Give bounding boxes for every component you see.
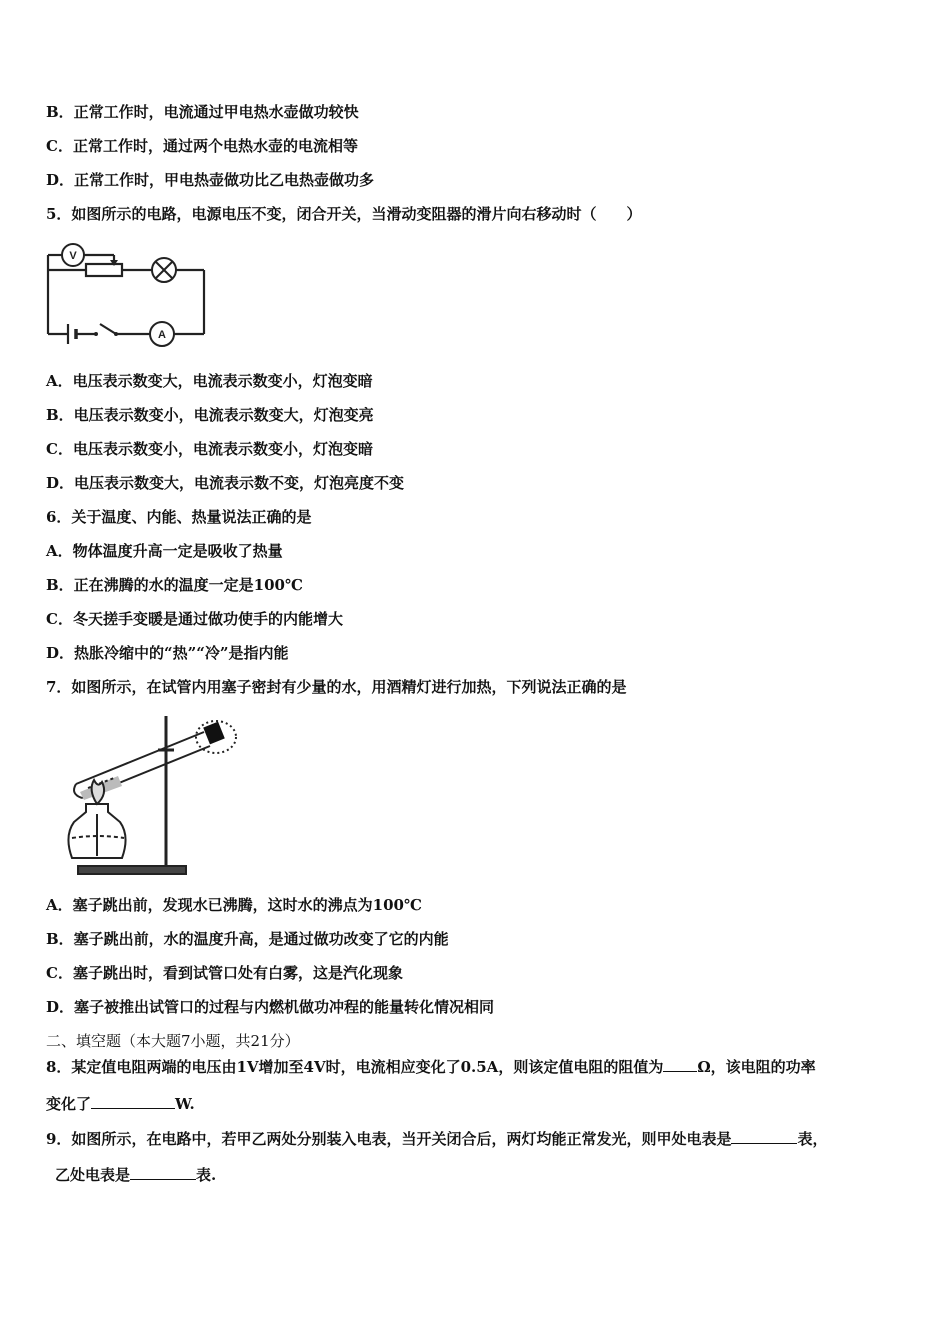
q7-option-b: B．塞子跳出前，水的温度升高，是通过做功改变了它的内能 (46, 930, 449, 948)
q4-option-c: C．正常工作时，通过两个电热水壶的电流相等 (46, 137, 358, 155)
q8-line-1 (46, 1057, 816, 1077)
q9-blank-jia[interactable] (731, 1129, 797, 1144)
q9-text-2: 表， (797, 1130, 828, 1148)
q6-option-a: A．物体温度升高一定是吸收了热量 (46, 542, 283, 560)
alcohol-lamp (68, 804, 125, 858)
q7-test-tube-apparatus (58, 710, 248, 882)
q9-blank-yi[interactable] (130, 1165, 196, 1180)
q4-option-b: B．正常工作时，电流通过甲电热水壶做功较快 (46, 103, 359, 121)
q9-line-1 (46, 1129, 827, 1149)
stand-base (78, 866, 186, 874)
q7-stem: 7．如图所示，在试管内用塞子密封有少量的水，用酒精灯进行加热，下列说法正确的是 (46, 678, 627, 696)
q5-stem: 5．如图所示的电路，电源电压不变，闭合开关，当滑动变阻器的滑片向右移动时（ ） (46, 205, 642, 223)
q4-option-d: D．正常工作时，甲电热壶做功比乙电热壶做功多 (46, 171, 375, 189)
q5-option-b: B．电压表示数变小，电流表示数变大，灯泡变亮 (46, 406, 374, 424)
q9-text-4: 表. (196, 1166, 217, 1184)
rheostat-body (86, 264, 122, 276)
stopper (203, 722, 225, 745)
q8-text-4: W. (175, 1095, 195, 1113)
q5-circuit-diagram (44, 236, 210, 354)
q8-text-2: Ω，该电阻的功率 (697, 1058, 816, 1076)
q6-option-b: B．正在沸腾的水的温度一定是100℃ (46, 576, 303, 594)
section-heading: 二、填空题（本大题7小题，共21分） (46, 1032, 300, 1050)
switch-contact (94, 332, 98, 336)
q8-text-3: 变化了 (46, 1095, 92, 1113)
flame-icon (92, 780, 105, 804)
q9-line-2 (55, 1165, 216, 1185)
q7-option-a: A．塞子跳出前，发现水已沸腾，这时水的沸点为100℃ (46, 896, 422, 914)
q9-text-1: 9．如图所示，在电路中，若甲乙两处分别装入电表，当开关闭合后，两灯均能正常发光，则甲处电表是 (46, 1130, 732, 1148)
q7-option-c: C．塞子跳出时，看到试管口处有白雾，这是汽化现象 (46, 964, 403, 982)
q7-option-d: D．塞子被推出试管口的过程与内燃机做功冲程的能量转化情况相同 (46, 998, 495, 1016)
q8-blank-resistance[interactable] (663, 1057, 697, 1072)
q6-stem: 6．关于温度、内能、热量说法正确的是 (46, 508, 312, 526)
switch-contact (114, 332, 118, 336)
q8-line-2 (46, 1094, 195, 1114)
q8-text-1: 8．某定值电阻两端的电压由1V增加至4V时，电流相应变化了0.5A，则该定值电阻的阻值为 (46, 1058, 664, 1076)
q8-blank-power[interactable] (91, 1094, 175, 1109)
q6-option-c: C．冬天搓手变暖是通过做功使手的内能增大 (46, 610, 343, 628)
q5-option-c: C．电压表示数变小，电流表示数变小，灯泡变暗 (46, 440, 373, 458)
q5-option-a: A．电压表示数变大，电流表示数变小，灯泡变暗 (46, 372, 373, 390)
voltmeter-label: V (69, 250, 77, 262)
q5-option-d: D．电压表示数变大，电流表示数不变，灯泡亮度不变 (46, 474, 405, 492)
q6-option-d: D．热胀冷缩中的“热”“冷”是指内能 (46, 644, 289, 662)
q9-text-3: 乙处电表是 (55, 1166, 131, 1184)
ammeter-label: A (158, 329, 166, 341)
